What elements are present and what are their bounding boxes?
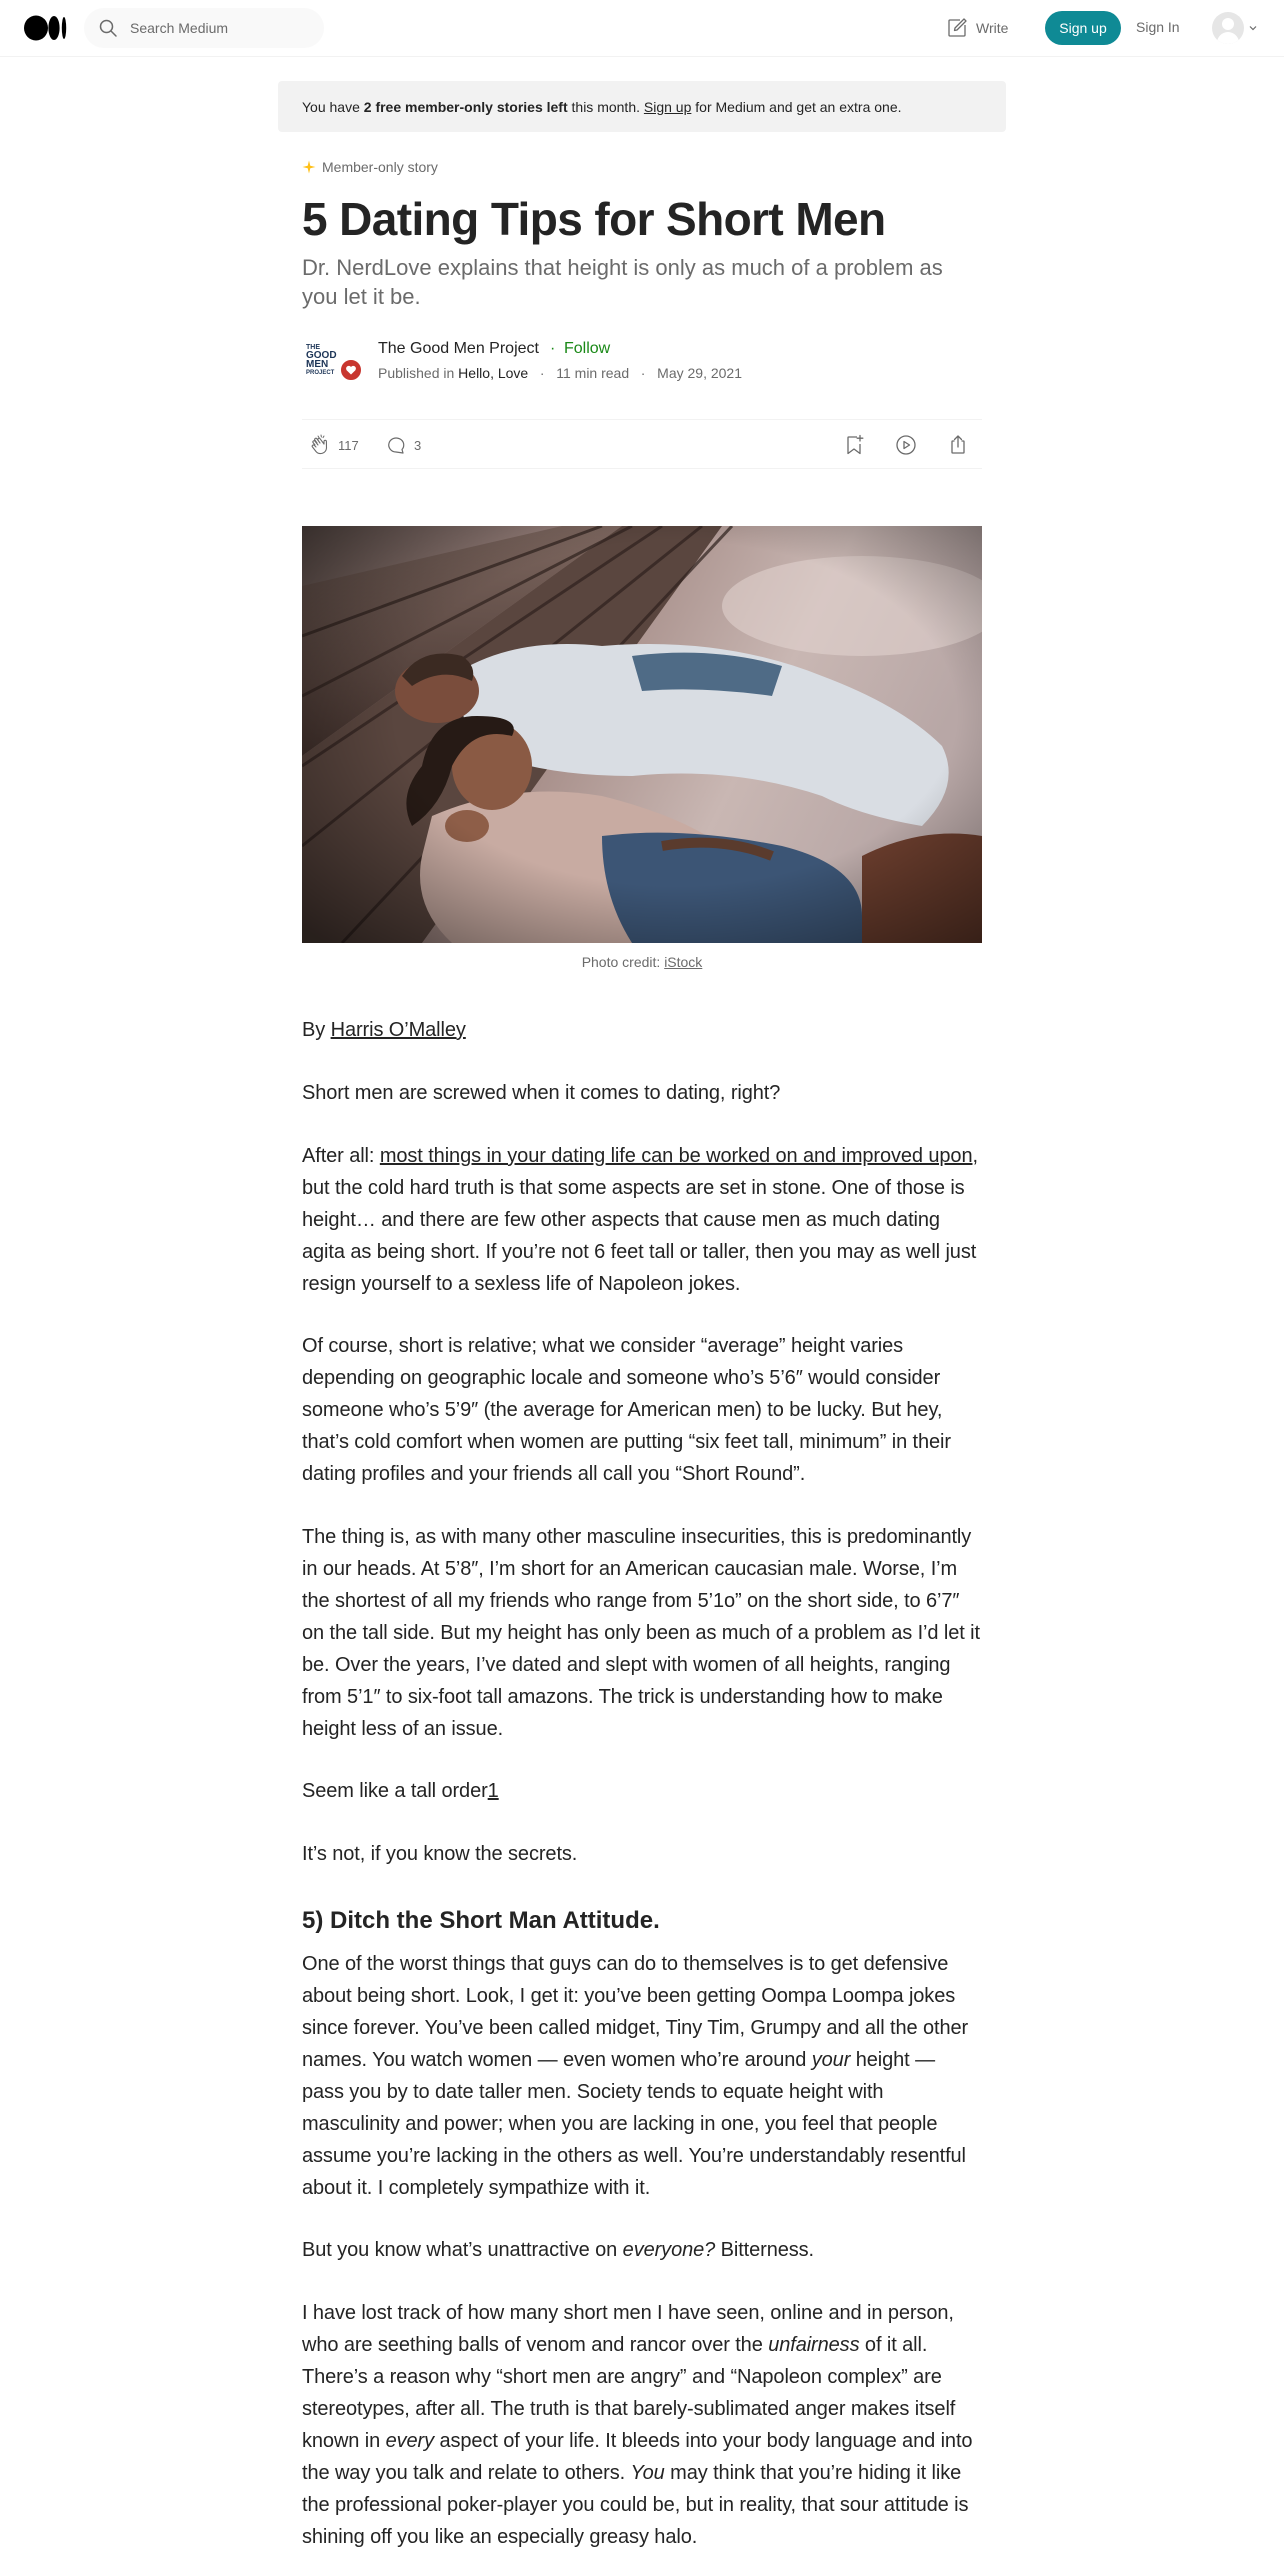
top-navigation-bar	[0, 0, 1284, 57]
logo-text-4: PROJECT	[306, 370, 335, 376]
caption-link[interactable]: iStock	[664, 954, 703, 970]
sign-in-link[interactable]: Sign In	[1136, 19, 1180, 35]
banner-text: You have 2 free member-only stories left this month. Sign up for Medium and get an extra one.	[302, 98, 902, 115]
write-label: Write	[976, 20, 1009, 36]
write-button[interactable]	[946, 16, 1008, 40]
member-stories-banner	[278, 81, 1006, 132]
article-title: 5 Dating Tips for Short Men	[302, 193, 886, 245]
dating-life-link[interactable]: most things in your dating life can be worked on and improved upon	[379, 1145, 973, 1167]
article-subtitle: Dr. NerdLove explains that height is only as much of a problem as you let it be.	[302, 255, 943, 309]
share-button[interactable]	[946, 433, 970, 457]
heart-badge-icon	[339, 358, 363, 382]
share-icon	[946, 433, 970, 457]
search-input[interactable]	[130, 17, 310, 39]
star-icon	[302, 160, 316, 174]
byline-paragraph: By Harris O’Malley	[302, 1019, 466, 1041]
responses-button[interactable]	[384, 433, 421, 457]
paragraph-7: One of the worst things that guys can do to themselves is to get defensive about being short. Look, I get it: you’ve been getting Oompa Loompa jokes since forever. You’ve been called midget, Tiny Tim, Grumpy and all the other names. You watch women — even women who’re around your height — pass you by to date taller men. Society tends to equate height with masculinity and power; when you are lacking in one, you feel that people assume you’re lacking in the others as well. You’re understandably resentful about it. I completely sympathize with it.	[302, 1953, 969, 2199]
paragraph-8: But you know what’s unattractive on everyone? Bitterness.	[302, 2239, 815, 2261]
paragraph-1: Short men are screwed when it comes to dating, right?	[302, 1082, 781, 1104]
read-time: 11 min read	[556, 365, 630, 381]
byline-author-link[interactable]: Harris O’Malley	[330, 1019, 466, 1041]
member-only-label: Member-only story	[302, 157, 982, 177]
clap-button[interactable]	[308, 433, 359, 457]
response-count: 3	[414, 437, 422, 453]
image-caption: Photo credit: iStock	[581, 954, 703, 970]
user-menu[interactable]	[1212, 11, 1258, 45]
section-heading: 5) Ditch the Short Man Attitude.	[302, 1907, 660, 1934]
medium-logo[interactable]	[24, 14, 68, 42]
sign-up-button[interactable]: Sign up	[1045, 11, 1121, 45]
paragraph-3: Of course, short is relative; what we consider “average” height varies depending on geographic locale and someone who’s 5’6″ would consider someone who’s 5’9″ (the average for American men) to be lucky. But hey, that’s cold comfort when women are putting “six feet tall, minimum” in their dating profiles and your friends all call you “Short Round”.	[302, 1335, 951, 1485]
paragraph-5: Seem like a tall order1	[302, 1780, 499, 1802]
author-block	[302, 338, 982, 388]
logo-text-1: THE	[306, 344, 320, 351]
paragraph-9: I have lost track of how many short men I have seen, online and in person, who are seething balls of venom and rancor over the unfairness of it all. There’s a reason why “short men are angry” and “Napoleon complex” are stereotypes, after all. The truth is that barely-sublimated anger makes itself known in every aspect of your life. It bleeds into your body language and into the way you talk and relate to others. You may think that you’re hiding it like the professional poker-player you could be, but in reality, that sour attitude is shining off you like an especially greasy halo.	[302, 2302, 973, 2548]
article-hero-photo	[302, 526, 982, 943]
author-name-link[interactable]: The Good Men Project	[378, 340, 539, 357]
listen-button[interactable]	[894, 433, 918, 457]
clap-icon	[308, 433, 332, 457]
search-icon	[98, 18, 118, 38]
avatar	[1212, 12, 1244, 44]
save-button[interactable]	[842, 433, 866, 457]
footnote-link[interactable]: 1	[487, 1780, 499, 1802]
banner-sign-up-link[interactable]: Sign up	[643, 98, 692, 115]
publish-date: May 29, 2021	[657, 365, 742, 381]
chevron-down-icon	[1248, 23, 1258, 33]
publication-link[interactable]: Hello, Love	[458, 365, 529, 381]
article-meta: Published in Hello, Love · 11 min read · May 29, 2021	[378, 365, 742, 381]
logo-text-3: MEN	[306, 359, 329, 370]
follow-button[interactable]: Follow	[564, 340, 611, 357]
logo-text-2: GOOD	[306, 350, 337, 361]
article-action-bar	[302, 419, 982, 469]
paragraph-4: The thing is, as with many other masculine insecurities, this is predominantly in our heads. At 5’8″, I’m short for an American caucasian male. Worse, I’m the shortest of all my friends who range from 5’1o” on the short side, to 6’7″ on the tall side. But my height has only been as much of a problem as I’d let it be. Over the years, I’ve dated and slept with women of all heights, ranging from 5’1″ to six-foot tall amazons. The trick is understanding how to make height less of an issue.	[302, 1526, 980, 1740]
play-icon	[894, 433, 918, 457]
bookmark-add-icon	[842, 433, 866, 457]
comment-icon	[384, 433, 408, 457]
search-box[interactable]	[84, 8, 324, 48]
clap-count: 117	[338, 437, 359, 453]
write-icon	[946, 17, 968, 39]
paragraph-2: After all: most things in your dating life can be worked on and improved upon, but the cold hard truth is that some aspects are set in stone. One of those is height… and there are few other aspects that cause men as much dating agita as being short. If you’re not 6 feet tall or taller, then you may as well just resign yourself to a sexless life of Napoleon jokes.	[302, 1145, 978, 1295]
paragraph-6: It’s not, if you know the secrets.	[302, 1843, 578, 1865]
follow-separator: ·	[550, 340, 556, 357]
